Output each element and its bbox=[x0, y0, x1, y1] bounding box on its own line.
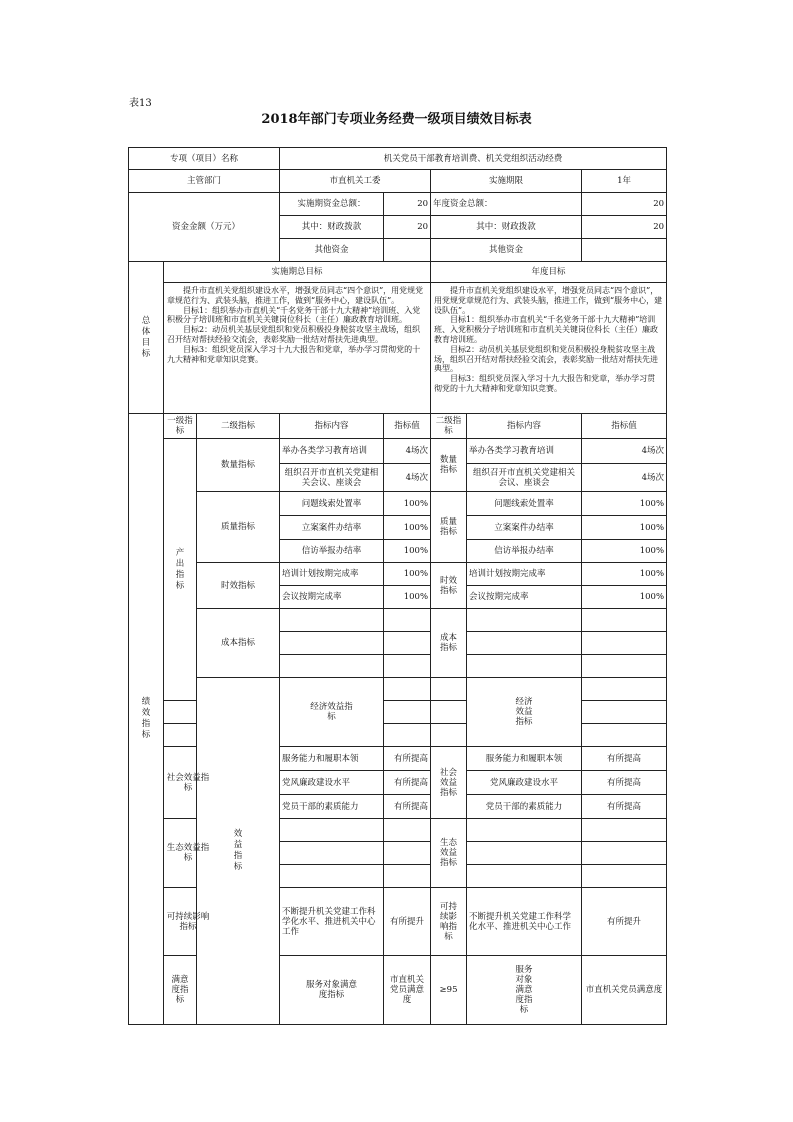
timeliness-content-right: 会议按期完成率 bbox=[467, 586, 582, 609]
ecological-label-right-text: 生态效益指标 bbox=[440, 838, 458, 868]
empty-cell bbox=[280, 842, 384, 865]
service-content-right: 市直机关党员满意度 bbox=[582, 956, 667, 1025]
empty-cell bbox=[384, 609, 431, 632]
quantity-content-right: 举办各类学习教育培训 bbox=[467, 439, 582, 464]
empty-cell bbox=[384, 632, 431, 655]
quantity-label: 数量指标 bbox=[197, 439, 280, 492]
empty-cell bbox=[280, 819, 384, 842]
dept-label: 主管部门 bbox=[129, 170, 280, 193]
overall-goal-label-text: 总体目标 bbox=[141, 315, 151, 359]
empty-cell bbox=[431, 678, 467, 701]
project-name-value: 机关党员干部教育培训费、机关党组织活动经费 bbox=[280, 148, 667, 170]
empty-cell bbox=[280, 655, 384, 678]
funds-total-label: 实施期资金总额： bbox=[280, 193, 384, 216]
empty-cell bbox=[582, 819, 667, 842]
period-goal-para: 目标2：动员机关基层党组织和党员积极投身脱贫攻坚主战场，组织召开结对帮扶经验交流会，表彰奖励一批结对帮扶先进典型。 bbox=[167, 325, 421, 344]
empty-cell bbox=[582, 842, 667, 865]
funds-fiscal-label: 其中：财政拨款 bbox=[280, 216, 384, 239]
period-goal-para: 目标1：组织举办市直机关“千名党务干部十九大精神”培训班、入党积极分子培训班和市直机关关键岗位科长（主任）廉政教育培训班。 bbox=[167, 305, 421, 325]
period-goal-para: 提升市直机关党组织建设水平，增强党员同志“四个意识”，用党规党章规范行为、武装头脑，推进工作，做到“服务中心，建设队伍”。 bbox=[167, 286, 424, 305]
form-number: 表13 bbox=[129, 98, 152, 109]
quality-value: 100% bbox=[384, 540, 431, 563]
service-content: 市直机关党员满意度 bbox=[384, 956, 431, 1025]
empty-cell bbox=[582, 609, 667, 632]
empty-cell bbox=[384, 724, 431, 747]
empty-cell bbox=[280, 609, 384, 632]
funds-other-value bbox=[384, 239, 431, 262]
quality-content: 立案案件办结率 bbox=[280, 516, 384, 540]
empty-cell bbox=[384, 819, 431, 842]
ecological-label-text: 生态效益指标 bbox=[166, 843, 210, 863]
cost-label-right bbox=[431, 609, 467, 678]
ecological-label-right bbox=[431, 819, 467, 888]
social-content: 党风廉政建设水平 bbox=[280, 771, 384, 795]
empty-cell bbox=[384, 701, 431, 724]
timeliness-value: 100% bbox=[384, 586, 431, 609]
period-label: 实施期限 bbox=[431, 170, 582, 193]
quality-label-right bbox=[431, 492, 467, 563]
timeliness-content: 会议按期完成率 bbox=[280, 586, 384, 609]
timeliness-content-right: 培训计划按期完成率 bbox=[467, 563, 582, 586]
empty-cell bbox=[467, 655, 582, 678]
empty-cell bbox=[582, 701, 667, 724]
cost-label-right-text: 成本指标 bbox=[440, 633, 458, 653]
quality-content-right: 立案案件办结率 bbox=[467, 516, 582, 540]
quantity-value-right: 4场次 bbox=[582, 439, 667, 464]
quality-content: 问题线索处置率 bbox=[280, 492, 384, 516]
service-label-right bbox=[467, 956, 582, 1025]
annual-goal-para: 提升市直机关党组织建设水平，增强党员同志“四个意识”，用党规党章规范行为、武装头脑，推进工作，做到“服务中心，建设队伍”。 bbox=[434, 286, 663, 315]
social-value: 有所提高 bbox=[384, 747, 431, 771]
social-content-right: 党员干部的素质能力 bbox=[467, 795, 582, 819]
sustainable-value-right: 有所提升 bbox=[582, 888, 667, 956]
service-label-right-text: 服务对象满意度指标 bbox=[515, 965, 533, 1015]
period-goal-para: 目标3：组织党员深入学习十九大报告和党章，举办学习贯彻党的十九大精神和党章知识竞赛。 bbox=[167, 344, 421, 364]
empty-cell bbox=[384, 678, 431, 701]
cost-label: 成本指标 bbox=[197, 609, 280, 678]
social-content-right: 服务能力和履职本领 bbox=[467, 747, 582, 771]
annual-goal-para: 目标2：动员机关基层党组织和党员积极投身脱贫攻坚主战场，组织召开结对帮扶经验交流会，表彰奖励一批结对帮扶先进典型。 bbox=[434, 344, 659, 374]
annual-goal-text bbox=[431, 283, 667, 414]
empty-cell bbox=[280, 632, 384, 655]
sustainable-content: 不断提升机关党建工作科学化水平、推进机关中心工作 bbox=[280, 888, 384, 956]
economic-label-text: 经济效益指标 bbox=[310, 702, 353, 722]
funds-fiscal-label-right: 其中：财政拨款 bbox=[431, 216, 582, 239]
social-content: 服务能力和履职本领 bbox=[280, 747, 384, 771]
timeliness-content: 培训计划按期完成率 bbox=[280, 563, 384, 586]
economic-label-right bbox=[467, 678, 582, 747]
period-value: 1年 bbox=[582, 170, 667, 193]
empty-cell bbox=[384, 655, 431, 678]
header-content: 指标内容 bbox=[280, 414, 384, 439]
quality-value-right: 100% bbox=[582, 540, 667, 563]
funds-label-text: 资金金额（万元） bbox=[172, 222, 241, 232]
empty-cell bbox=[431, 724, 467, 747]
quantity-label-right bbox=[431, 439, 467, 492]
empty-cell bbox=[582, 865, 667, 888]
social-value-right: 有所提高 bbox=[582, 747, 667, 771]
quantity-content-right: 组织召开市直机关党建相关会议、座谈会 bbox=[467, 464, 582, 492]
social-value: 有所提高 bbox=[384, 771, 431, 795]
quality-value-right: 100% bbox=[582, 492, 667, 516]
empty-cell bbox=[280, 865, 384, 888]
page-title: 2018年部门专项业务经费一级项目绩效目标表 bbox=[261, 112, 532, 127]
quality-label: 质量指标 bbox=[197, 492, 280, 563]
funds-year-total-value: 20 bbox=[582, 193, 667, 216]
perf-indicator-label bbox=[129, 414, 164, 1025]
header-level2-right: 二级指标 bbox=[431, 414, 467, 439]
sustainable-label bbox=[164, 888, 210, 956]
timeliness-label-right bbox=[431, 563, 467, 609]
funds-fiscal-value: 20 bbox=[384, 216, 431, 239]
quantity-content: 组织召开市直机关党建相关会议、座谈会 bbox=[280, 464, 384, 492]
empty-cell bbox=[467, 842, 582, 865]
header-value-right: 指标值 bbox=[582, 414, 667, 439]
quality-value-right: 100% bbox=[582, 516, 667, 540]
empty-cell bbox=[582, 632, 667, 655]
sustainable-content-right: 不断提升机关党建工作科学化水平、推进机关中心工作 bbox=[467, 888, 582, 956]
empty-cell bbox=[431, 701, 467, 724]
empty-cell bbox=[384, 865, 431, 888]
economic-label bbox=[280, 678, 384, 747]
output-indicator-label bbox=[164, 439, 197, 701]
social-label bbox=[164, 747, 210, 819]
funds-other-label-right: 其他资金 bbox=[431, 239, 582, 262]
economic-label-right-text: 经济效益指标 bbox=[515, 697, 533, 727]
quality-value: 100% bbox=[384, 516, 431, 540]
annual-goal-header: 年度目标 bbox=[431, 262, 667, 283]
funds-fiscal-value-right: 20 bbox=[582, 216, 667, 239]
social-label-right-text: 社会效益指标 bbox=[440, 767, 458, 798]
social-value-right: 有所提高 bbox=[582, 795, 667, 819]
empty-cell bbox=[467, 609, 582, 632]
quantity-content: 举办各类学习教育培训 bbox=[280, 439, 384, 464]
social-content: 党员干部的素质能力 bbox=[280, 795, 384, 819]
empty-cell bbox=[582, 678, 667, 701]
service-value: ≥95 bbox=[431, 956, 467, 1025]
empty-cell bbox=[582, 724, 667, 747]
service-label bbox=[280, 956, 384, 1025]
sustainable-value: 有所提升 bbox=[384, 888, 431, 956]
quantity-label-right-text: 数量指标 bbox=[440, 455, 458, 475]
overall-goal-label bbox=[129, 262, 164, 414]
satisfaction-indicator-label-text: 满意度指标 bbox=[171, 975, 189, 1005]
quantity-value-right: 4场次 bbox=[582, 464, 667, 492]
benefit-indicator-label-text: 效益指标 bbox=[233, 829, 243, 872]
empty-cell bbox=[164, 701, 197, 724]
timeliness-label: 时效指标 bbox=[197, 563, 280, 609]
social-value-right: 有所提高 bbox=[582, 771, 667, 795]
quality-content-right: 信访举报办结率 bbox=[467, 540, 582, 563]
quality-content: 信访举报办结率 bbox=[280, 540, 384, 563]
empty-cell bbox=[164, 724, 197, 747]
timeliness-value: 100% bbox=[384, 563, 431, 586]
social-label-text: 社会效益指标 bbox=[166, 772, 210, 793]
empty-cell bbox=[384, 842, 431, 865]
annual-goal-para: 目标3：组织党员深入学习十九大报告和党章，举办学习贯彻党的十九大精神和党章知识竞赛。 bbox=[434, 374, 656, 393]
dept-value: 市直机关工委 bbox=[280, 170, 431, 193]
perf-indicator-label-text: 绩效指标 bbox=[141, 697, 151, 740]
social-value: 有所提高 bbox=[384, 795, 431, 819]
empty-cell bbox=[467, 819, 582, 842]
empty-cell bbox=[467, 865, 582, 888]
header-content-right: 指标内容 bbox=[467, 414, 582, 439]
sustainable-label-right bbox=[431, 888, 467, 956]
output-indicator-label-text: 产出指标 bbox=[175, 547, 185, 591]
header-level1: 一级指标 bbox=[164, 414, 197, 439]
satisfaction-indicator-label bbox=[164, 956, 197, 1025]
performance-table bbox=[128, 147, 667, 1025]
service-label-text: 服务对象满意度指标 bbox=[306, 980, 358, 1000]
funds-label bbox=[129, 193, 280, 262]
header-value: 指标值 bbox=[384, 414, 431, 439]
quality-content-right: 问题线索处置率 bbox=[467, 492, 582, 516]
period-goal-header: 实施期总目标 bbox=[164, 262, 431, 283]
annual-goal-para: 目标1：组织举办市直机关“千名党务干部十九大精神”培训班、入党积极分子培训班和市直机关关键岗位科长（主任）廉政教育培训班。 bbox=[434, 315, 659, 344]
timeliness-value-right: 100% bbox=[582, 563, 667, 586]
period-goal-text bbox=[164, 283, 431, 414]
social-label-right bbox=[431, 747, 467, 819]
empty-cell bbox=[467, 632, 582, 655]
funds-year-total-label: 年度资金总额： bbox=[431, 193, 582, 216]
social-content-right: 党风廉政建设水平 bbox=[467, 771, 582, 795]
quality-value: 100% bbox=[384, 492, 431, 516]
sustainable-label-right-text: 可持续影响指标 bbox=[440, 901, 458, 942]
timeliness-label-right-text: 时效指标 bbox=[440, 575, 458, 596]
quantity-value: 4场次 bbox=[384, 464, 431, 492]
empty-cell bbox=[582, 655, 667, 678]
quantity-value: 4场次 bbox=[384, 439, 431, 464]
ecological-label bbox=[164, 819, 210, 888]
funds-other-label: 其他资金 bbox=[280, 239, 384, 262]
sustainable-label-text: 可持续影响指标 bbox=[166, 911, 210, 932]
quality-label-right-text: 质量指标 bbox=[440, 517, 458, 537]
project-name-label: 专项（项目）名称 bbox=[129, 148, 280, 170]
funds-total-value: 20 bbox=[384, 193, 431, 216]
header-level2: 二级指标 bbox=[197, 414, 280, 439]
funds-other-value-right bbox=[582, 239, 667, 262]
timeliness-value-right: 100% bbox=[582, 586, 667, 609]
